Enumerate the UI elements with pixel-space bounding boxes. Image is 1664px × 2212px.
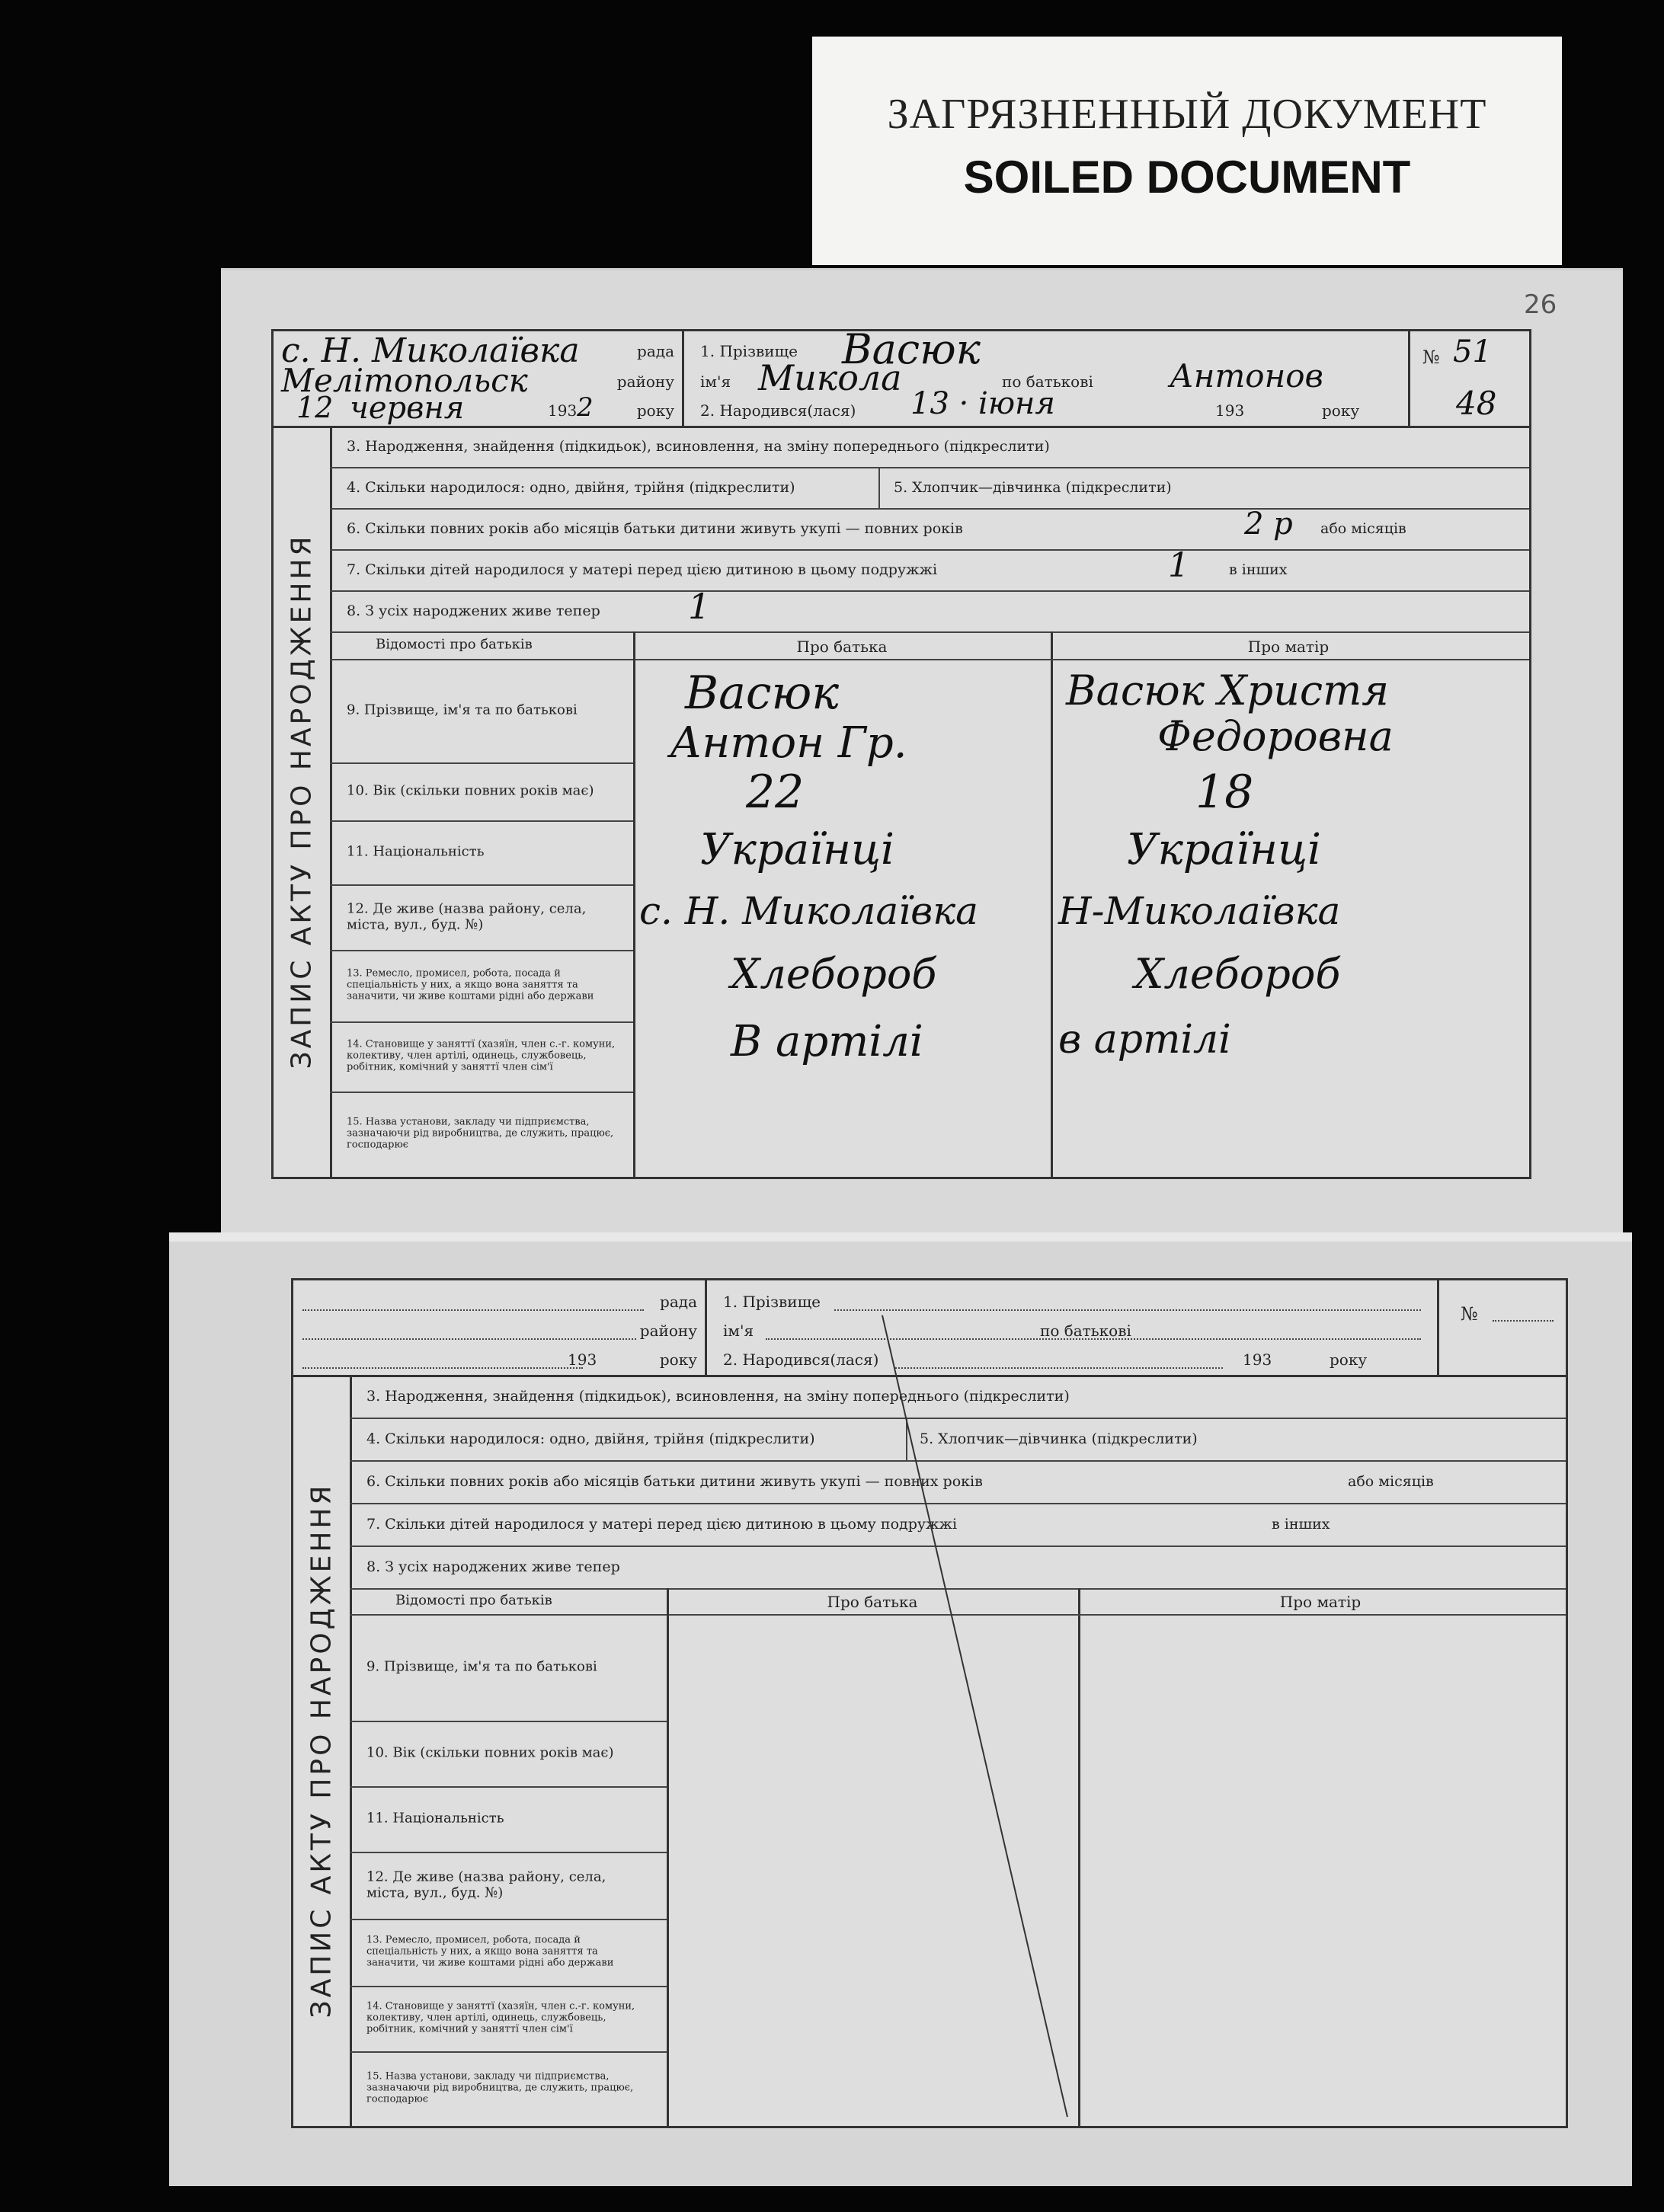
mother-patronymic-hw: Федоровна — [1157, 712, 1394, 760]
row-6: 6. Скільки повних років або місяців батьки дитини живуть укупі — повних років або місяців — [350, 1460, 1566, 1504]
month-handwriting: червня — [350, 391, 465, 426]
number-label: № — [1461, 1303, 1478, 1325]
grid-header-row: Відомості про батьків — [350, 1588, 667, 1616]
row-7: 7. Скільки дітей народилося у матері перед цією дитиною в цьому подружжі 1 в інших — [330, 549, 1529, 592]
side-title — [293, 1375, 352, 2126]
form-header — [274, 325, 1529, 428]
father-surname-hw: Васюк — [685, 666, 840, 720]
day-handwriting: 12 — [296, 391, 334, 424]
grid-header-row: Відомості про батьків — [330, 631, 633, 660]
soiled-label-en: SOILED DOCUMENT — [963, 152, 1411, 203]
born-label: 2. Народився(лася) — [723, 1351, 879, 1369]
header-location — [293, 1280, 707, 1375]
rada-label: рада — [637, 342, 674, 360]
label-10: 10. Вік (скільки повних років має) — [350, 1721, 669, 1788]
label-9: 9. Прізвище, ім'я та по батькові — [350, 1614, 669, 1722]
row-8: 8. З усіх народжених живе тепер — [350, 1546, 1566, 1590]
label-13: 13. Ремесло, промисел, робота, посада й спеціальність у них, а якщо вона заняття та заначити, чи живе коштами рідні або держави — [350, 1919, 669, 1987]
label-15: 15. Назва установи, закладу чи підприємства, зазначаючи рід виробництва, де служить, працює, господарює — [350, 2051, 669, 2126]
row-4-5: 4. Скільки народилося: одно, двійня, трійня (підкреслити) 5. Хлопчик—дівчинка (підкреслити) — [350, 1418, 1566, 1462]
mother-nationality-hw: Українці — [1127, 825, 1321, 874]
name-label: ім'я — [700, 372, 731, 391]
side-title — [274, 426, 332, 1177]
corner-number-handwriting: 48 — [1456, 385, 1497, 422]
birth-record-form-filled — [271, 325, 1531, 1179]
born-year-label: року — [1322, 401, 1360, 420]
father-residence-hw: с. Н. Миколаївка — [639, 889, 978, 933]
father-nationality-hw: Українці — [700, 825, 894, 874]
father-age-hw: 22 — [746, 766, 805, 819]
label-13: 13. Ремесло, промисел, робота, посада й спеціальність у них, а якщо вона заняття та заначити, чи живе коштами рідні або держави — [330, 950, 635, 1023]
birth-record-form-blank — [291, 1278, 1568, 2128]
header-child — [705, 1280, 1436, 1375]
surname-label: 1. Прізвище — [723, 1293, 821, 1311]
page-number-pencil: 26 — [1524, 289, 1557, 320]
soiled-label-ru: ЗАГРЯЗНЕННЫЙ ДОКУМЕНТ — [887, 91, 1487, 138]
label-9: 9. Прізвище, ім'я та по батькові — [330, 659, 635, 764]
father-name-hw: Антон Гр. — [670, 718, 907, 768]
side-title-text: ЗАПИС АКТУ ПРО НАРОДЖЕННЯ — [286, 533, 318, 1069]
patronymic-label: по батькові — [1002, 372, 1093, 391]
born-year-label: року — [1330, 1351, 1368, 1369]
number-handwriting: 51 — [1453, 334, 1492, 369]
year-label: року — [636, 401, 674, 420]
mother-column-header: Про матір — [1247, 638, 1330, 656]
patronymic-handwriting: Антонов — [1170, 357, 1323, 395]
side-title-text: ЗАПИС АКТУ ПРО НАРОДЖЕННЯ — [306, 1482, 338, 2019]
row-7: 7. Скільки дітей народилося у матері перед цією дитиною в цьому подружжі в інших — [350, 1503, 1566, 1547]
name-label: ім'я — [723, 1322, 754, 1340]
label-15: 15. Назва установи, закладу чи підприємства, зазначаючи рід виробництва, де служить, працює, господарює — [330, 1092, 635, 1177]
mother-residence-hw: Н-Миколаївка — [1058, 889, 1341, 933]
label-12: 12. Де живе (назва району, села, міста, вул., буд. №) — [330, 884, 635, 951]
label-14: 14. Становище у заняттї (хазяїн, член с.-г. комуни, колективу, член артілі, одинець, службовець, робітник, комічний у заняттї член сім'ї — [350, 1986, 669, 2053]
form-header — [293, 1280, 1566, 1377]
born-handwriting: 13 · iюня — [910, 386, 1055, 421]
born-year-print: 193 — [1215, 401, 1245, 420]
rayon-handwriting: Мелітопольск — [281, 362, 528, 399]
mother-column-header: Про матір — [1279, 1593, 1362, 1611]
patronymic-label: по батькові — [1040, 1322, 1131, 1340]
label-11: 11. Національність — [350, 1786, 669, 1853]
born-label: 2. Народився(лася) — [700, 401, 856, 420]
label-12: 12. Де живе (назва району, села, міста, вул., буд. №) — [350, 1852, 669, 1920]
mother-surname-hw: Васюк Христя — [1066, 666, 1390, 714]
born-year-print: 193 — [1243, 1351, 1272, 1369]
row-3: 3. Народження, знайдення (підкидьок), всиновлення, на зміну попереднього (підкреслити) — [330, 426, 1529, 468]
surname-handwriting: Васюк — [842, 325, 981, 373]
label-14: 14. Становище у заняттї (хазяїн, член с.-г. комуни, колективу, член артілі, одинець, службовець, робітник, комічний у заняттї член сім'ї — [330, 1021, 635, 1093]
header-location — [274, 331, 684, 426]
year-print: 193 — [548, 401, 578, 420]
row-8: 8. З усіх народжених живе тепер 1 — [330, 590, 1529, 633]
header-child — [682, 325, 1390, 426]
row-6: 6. Скільки повних років або місяців батьки дитини живуть укупі — повних років 2 р або місяців — [330, 508, 1529, 551]
row-4-5: 4. Скільки народилося: одно, двійня, трійня (підкреслити) 5. Хлопчик—дівчинка (підкреслити) — [330, 467, 1529, 510]
label-10: 10. Вік (скільки повних років має) — [330, 762, 635, 822]
soiled-document-label — [812, 37, 1562, 265]
year-handwriting: 2 — [577, 392, 594, 423]
rada-handwriting: с. Н. Миколаївка — [281, 331, 580, 370]
year-label: року — [659, 1351, 697, 1369]
mother-age-hw: 18 — [1195, 766, 1254, 819]
name-handwriting: Микола — [758, 357, 902, 398]
year-print: 193 — [568, 1351, 597, 1369]
rayon-label: району — [616, 372, 674, 391]
father-occupation-hw: Хлебороб — [731, 950, 937, 998]
surname-label: 1. Прізвище — [700, 342, 798, 360]
record-number — [1437, 1280, 1566, 1375]
father-status-hw: В артілі — [731, 1017, 923, 1066]
label-11: 11. Національність — [330, 820, 635, 886]
number-label: № — [1422, 347, 1440, 368]
rayon-label: району — [639, 1322, 697, 1340]
father-column-header: Про батька — [796, 638, 888, 656]
father-column-header: Про батька — [827, 1593, 918, 1611]
rada-label: рада — [660, 1293, 697, 1311]
mother-status-hw: в артілі — [1058, 1017, 1231, 1063]
row-3: 3. Народження, знайдення (підкидьок), всиновлення, на зміну попереднього (підкреслити) — [350, 1375, 1566, 1419]
mother-occupation-hw: Хлебороб — [1134, 950, 1341, 998]
record-number — [1408, 331, 1529, 426]
